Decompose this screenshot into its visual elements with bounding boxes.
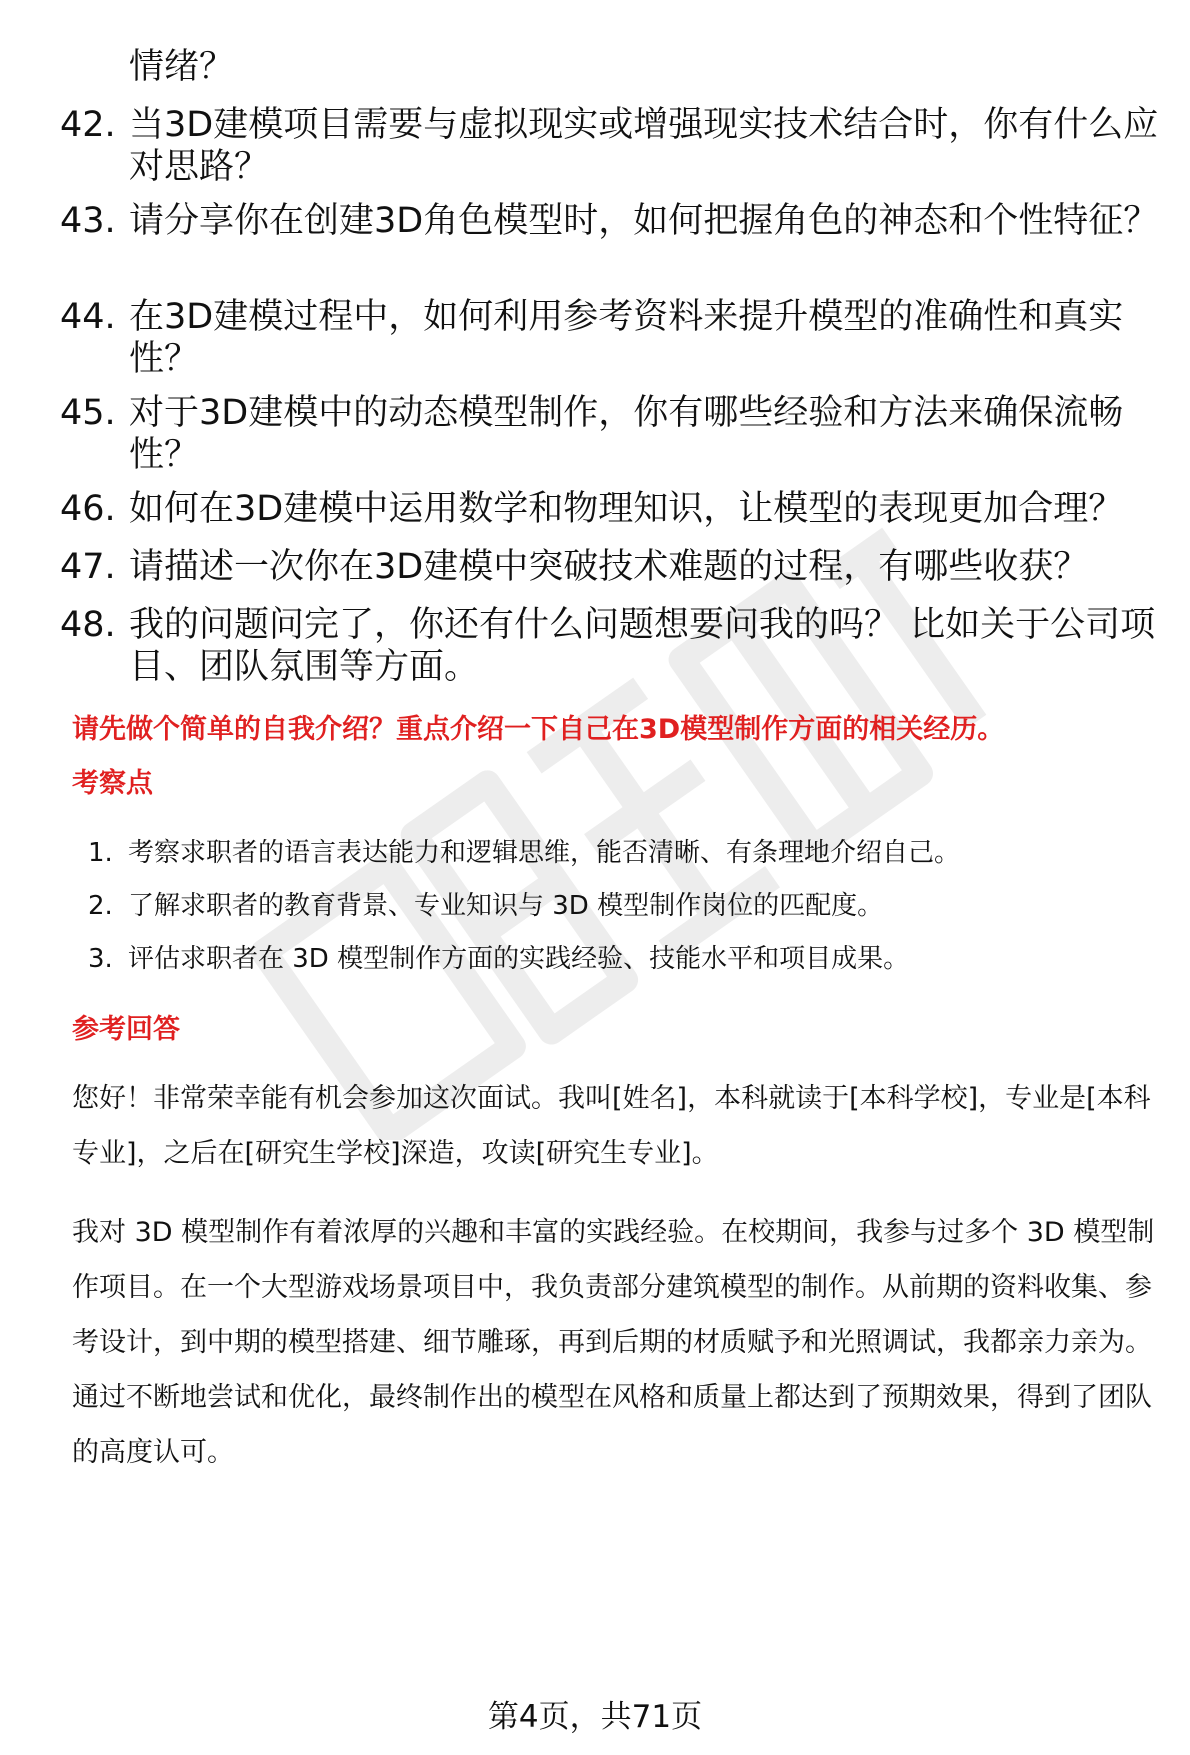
question-number: 42. bbox=[60, 105, 116, 145]
question-item-47 bbox=[60, 546, 1170, 588]
question-number: 48. bbox=[60, 605, 116, 645]
assessment-point bbox=[88, 942, 909, 976]
question-item-44 bbox=[60, 296, 1170, 380]
question-heading: 请先做个简单的自我介绍？重点介绍一下自己在3D模型制作方面的相关经历。 bbox=[72, 714, 1005, 745]
question-number: 43. bbox=[60, 201, 116, 241]
point-text: 考察求职者的语言表达能力和逻辑思维，能否清晰、有条理地介绍自己。 bbox=[128, 838, 961, 868]
question-text: 当3D建模项目需要与虚拟现实或增强现实技术结合时，你有什么应对思路？ bbox=[129, 105, 1159, 187]
point-text: 了解求职者的教育背景、专业知识与 3D 模型制作岗位的匹配度。 bbox=[128, 891, 884, 921]
question-text: 请描述一次你在3D建模中突破技术难题的过程，有哪些收获？ bbox=[129, 547, 1089, 587]
question-number: 46. bbox=[60, 489, 116, 529]
question-number: 44. bbox=[60, 297, 116, 337]
reference-paragraph: 您好！非常荣幸能有机会参加这次面试。我叫[姓名]，本科就读于[本科学校]，专业是[本科专业]，之后在[研究生学校]深造，攻读[研究生专业]。 bbox=[72, 1083, 1151, 1169]
question-text: 请分享你在创建3D角色模型时，如何把握角色的神态和个性特征？ bbox=[129, 201, 1159, 241]
question-text: 对于3D建模中的动态模型制作，你有哪些经验和方法来确保流畅性？ bbox=[129, 393, 1124, 475]
question-item-42 bbox=[60, 104, 1170, 188]
question-text: 情绪？ bbox=[129, 47, 235, 87]
point-number: 2. bbox=[88, 891, 113, 921]
question-text: 在3D建模过程中，如何利用参考资料来提升模型的准确性和真实性？ bbox=[129, 297, 1124, 379]
reference-paragraph: 我对 3D 模型制作有着浓厚的兴趣和丰富的实践经验。在校期间，我参与过多个 3D 模型制作项目。在一个大型游戏场景项目中，我负责部分建筑模型的制作。从前期的资料收集、参考设计，到中期的模型搭建、细节雕琢，再到后期的材质赋予和光照调试，我都亲力亲为。通过不断地尝试和优化，最终制作出的模型在风格和质量上都达到了预期效果，得到了团队的高度认可。 bbox=[72, 1217, 1155, 1468]
point-number: 3. bbox=[88, 944, 113, 974]
question-item-41-tail bbox=[60, 46, 1170, 88]
question-item-43 bbox=[60, 200, 1170, 242]
question-item-48 bbox=[60, 604, 1170, 688]
question-text: 如何在3D建模中运用数学和物理知识，让模型的表现更加合理？ bbox=[129, 489, 1124, 529]
question-item-46 bbox=[60, 488, 1170, 530]
point-number: 1. bbox=[88, 838, 113, 868]
reference-title: 参考回答 bbox=[72, 1014, 180, 1045]
point-text: 评估求职者在 3D 模型制作方面的实践经验、技能水平和项目成果。 bbox=[128, 944, 910, 974]
question-item-45 bbox=[60, 392, 1170, 476]
page-number-footer: 第4页，共71页 bbox=[487, 1699, 703, 1735]
assessment-point bbox=[88, 836, 960, 870]
assessment-point bbox=[88, 889, 883, 923]
assessment-title: 考察点 bbox=[72, 768, 153, 799]
question-number: 45. bbox=[60, 393, 116, 433]
question-text: 我的问题问完了，你还有什么问题想要问我的吗？ 比如关于公司项目、团队氛围等方面。 bbox=[129, 605, 1156, 687]
question-number: 47. bbox=[60, 547, 116, 587]
